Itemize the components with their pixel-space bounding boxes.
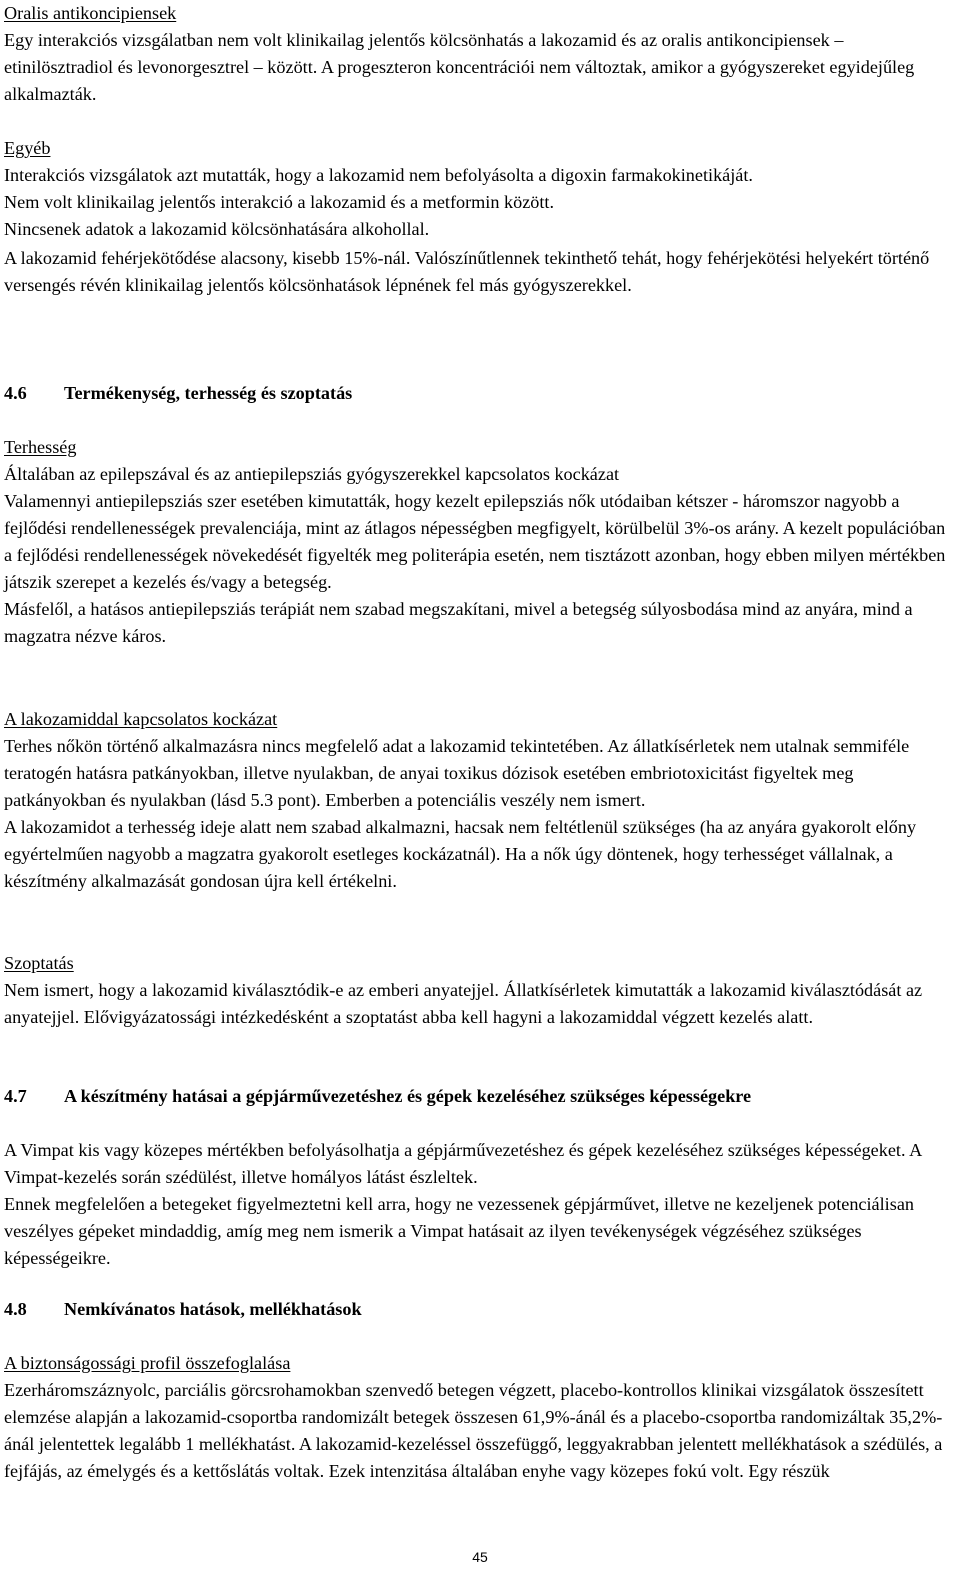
protein-binding-text: A lakozamid fehérjekötődése alacsony, kisebb 15%-nál. Valószínűtlennek tekinthető tehát, hogy fehérjekötési helyekért történő versengés révén klinikailag jelentős kölcsönhatások lépnének fel más gyógyszerekkel. — [4, 248, 930, 295]
section-number: 4.7 — [4, 1086, 27, 1106]
breastfeeding-block — [4, 950, 952, 1031]
pregnancy-heading: Terhesség — [4, 437, 77, 457]
section-4-8-heading — [4, 1296, 952, 1323]
pregnancy-block — [4, 434, 952, 650]
safety-profile-block — [4, 1350, 952, 1485]
pregnancy-paragraph: Másfelől, a hatásos antiepilepsziás terápiát nem szabad megszakítani, mivel a betegség súlyosbodása mind az anyára, mind a magzatra nézve káros. — [4, 599, 913, 646]
other-heading: Egyéb — [4, 138, 51, 158]
oral-contraceptives-heading: Oralis antikoncipiensek — [4, 3, 177, 23]
other-line: Nincsenek adatok a lakozamid kölcsönhatására alkohollal. — [4, 219, 430, 239]
section-4-6-heading — [4, 380, 952, 407]
other-line: Nem volt klinikailag jelentős interakció a lakozamid és a metformin között. — [4, 192, 555, 212]
section-number: 4.8 — [4, 1299, 27, 1319]
lacosamide-risk-heading: A lakozamiddal kapcsolatos kockázat — [4, 709, 278, 729]
safety-profile-text: Ezerháromszáznyolc, parciális görcsrohamokban szenvedő betegen végzett, placebo-kontrollos klinikai vizsgálatok összesített elemzése alapján a lakozamid-csoportba randomizált betegek összesen 61,9%-ánál és a placebo-csoportba randomizáltak 35,2%-ánál jelentettek legalább 1 mellékhatást. A lakozamid-kezeléssel összefüggő, leggyakrabban jelentett mellékhatások a szédülés, a fejfájás, az émelygés és a kettőslátás voltak. Ezek intenzitása általában enyhe vagy közepes fokú volt. Egy részük — [4, 1380, 943, 1481]
driving-paragraph: Ennek megfelelően a betegeket figyelmeztetni kell arra, hogy ne vezessenek gépjárművet, illetve ne kezeljenek potenciálisan veszélyes gépeket mindaddig, amíg meg nem ismerik a Vimpat hatásait az ilyen tevékenységek végzéséhez szükséges képességeikre. — [4, 1194, 914, 1268]
section-title: A készítmény hatásai a gépjárművezetéshez és gépek kezeléséhez szükséges képességekre — [64, 1086, 752, 1106]
protein-binding-block — [4, 245, 952, 299]
lacosamide-risk-paragraph: A lakozamidot a terhesség ideje alatt nem szabad alkalmazni, hacsak nem feltétlenül szükséges (ha az anyára gyakorolt előny egyértelműen nagyobb a magzatra gyakorolt esetleges kockázatnál). Ha a nők úgy döntenek, hogy terhességet vállalnak, a készítmény alkalmazását gondosan újra kell értékelni. — [4, 817, 917, 891]
driving-block — [4, 1137, 952, 1272]
breastfeeding-text: Nem ismert, hogy a lakozamid kiválasztódik-e az emberi anyatejjel. Állatkísérletek kimutatták a lakozamid kiválasztódását az anyatejjel. Elővigyázatossági intézkedésként a szoptatást abba kell hagyni a lakozamiddal végzett kezelés alatt. — [4, 980, 923, 1027]
safety-profile-heading: A biztonságossági profil összefoglalása — [4, 1353, 291, 1373]
driving-paragraph: A Vimpat kis vagy közepes mértékben befolyásolhatja a gépjárművezetéshez és gépek kezeléséhez szükséges képességeket. A Vimpat-kezelés során szédülést, illetve homályos látást észleltek. — [4, 1140, 922, 1187]
pregnancy-paragraph: Valamennyi antiepilepsziás szer esetében kimutatták, hogy kezelt epilepsziás nők utódaiban kétszer - háromszor nagyobb a fejlődési rendellenességek prevalenciája, mint az átlagos népességben megfigyelt, körülbelül 3%-os arány. A kezelt populációban a fejlődési rendellenességek növekedését figyelték meg politerápia esetén, nem tisztázott azonban, hogy ebben milyen mértékben játszik szerepet a kezelés és/vagy a betegség. — [4, 491, 946, 592]
lacosamide-risk-block — [4, 706, 952, 895]
lacosamide-risk-paragraph: Terhes nőkön történő alkalmazásra nincs megfelelő adat a lakozamid tekintetében. Az állatkísérletek nem utalnak semmiféle teratogén hatásra patkányokban, illetve nyulakban, de anyai toxikus dózisok esetében embriotoxicitást figyeltek meg patkányokban és nyulakban (lásd 5.3 pont). Emberben a potenciális veszély nem ismert. — [4, 736, 910, 810]
general-risk-subheading: Általában az epilepszával és az antiepilepsziás gyógyszerekkel kapcsolatos kockázat — [4, 464, 620, 484]
section-title: Nemkívánatos hatások, mellékhatások — [64, 1299, 362, 1319]
breastfeeding-heading: Szoptatás — [4, 953, 74, 973]
section-title: Termékenység, terhesség és szoptatás — [64, 383, 353, 403]
other-interactions-block — [4, 135, 952, 243]
other-line: Interakciós vizsgálatok azt mutatták, hogy a lakozamid nem befolyásolta a digoxin farmakokinetikáját. — [4, 165, 753, 185]
oral-contraceptives-block — [4, 0, 952, 108]
page-number: 45 — [472, 1549, 488, 1565]
section-number: 4.6 — [4, 383, 27, 403]
section-4-7-heading — [4, 1083, 952, 1110]
oral-contraceptives-text: Egy interakciós vizsgálatban nem volt klinikailag jelentős kölcsönhatás a lakozamid és az oralis antikoncipiensek – etinilösztradiol és levonorgesztrel – között. A progeszteron koncentrációi nem változtak, amikor a gyógyszereket egyidejűleg alkalmazták. — [4, 30, 915, 104]
